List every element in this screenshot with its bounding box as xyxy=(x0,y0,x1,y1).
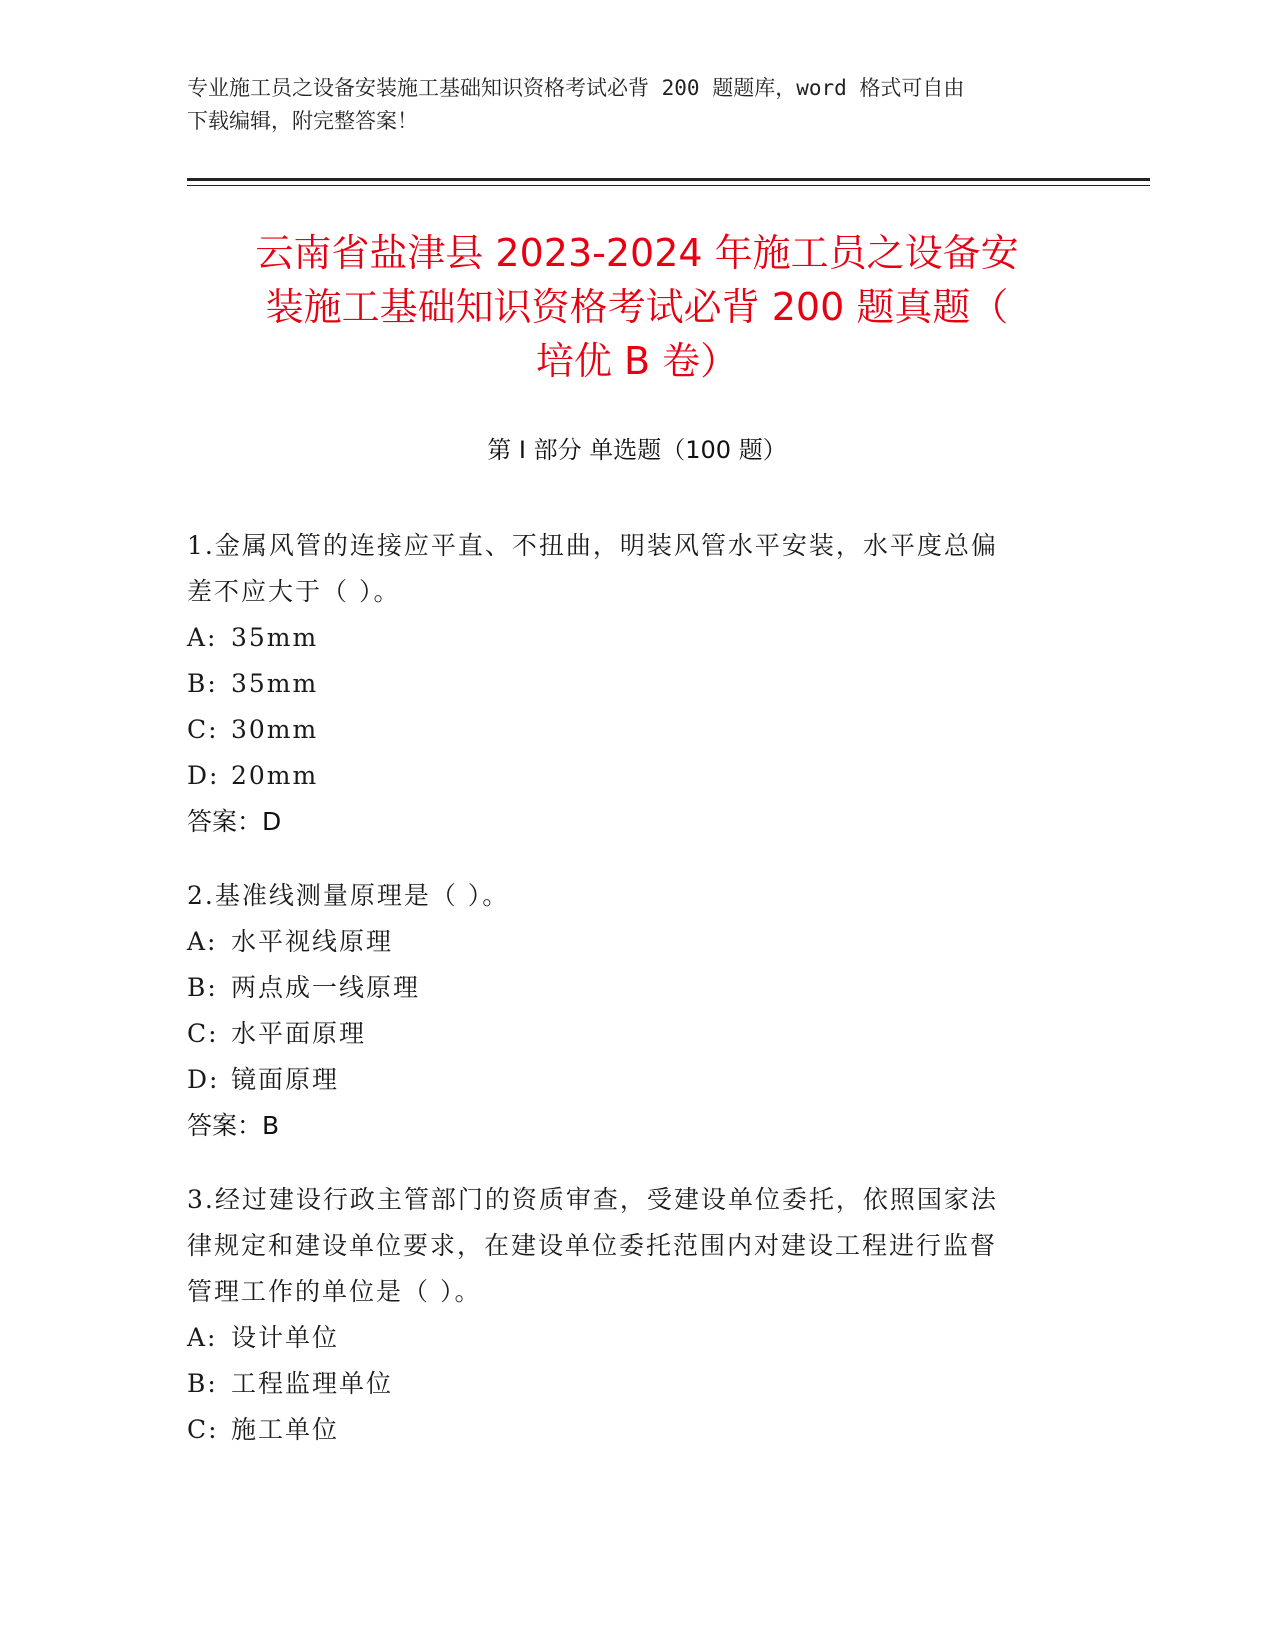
option-b xyxy=(187,661,1067,707)
option-text: 工程监理单位 xyxy=(231,1369,394,1398)
option-key: B: xyxy=(187,669,218,698)
option-c xyxy=(187,707,1067,753)
option-a xyxy=(187,919,1067,965)
option-text: 设计单位 xyxy=(231,1323,340,1352)
option-text: 35mm xyxy=(231,669,319,698)
question-stem-line: 3.经过建设行政主管部门的资质审查，受建设单位委托，依照国家法 xyxy=(187,1185,998,1214)
option-text: 35mm xyxy=(231,623,319,652)
question-stem-line: 律规定和建设单位要求，在建设单位委托范围内对建设工程进行监督 xyxy=(187,1231,998,1260)
option-a xyxy=(187,1315,1067,1361)
option-text: 施工单位 xyxy=(231,1415,340,1444)
option-key: A: xyxy=(187,623,218,652)
option-key: D: xyxy=(187,1065,220,1094)
option-d xyxy=(187,753,1067,799)
option-text: 20mm xyxy=(231,761,319,790)
option-key: C: xyxy=(187,1019,219,1048)
option-b xyxy=(187,1361,1067,1407)
option-text: 30mm xyxy=(231,715,319,744)
option-text: 水平面原理 xyxy=(231,1019,367,1048)
option-key: B: xyxy=(187,1369,218,1398)
question-stem-line: 差不应大于（ ）。 xyxy=(187,577,401,606)
header-note xyxy=(187,72,1087,138)
header-note-line-1: 专业施工员之设备安装施工基础知识资格考试必背 200 题题库，word 格式可自由 xyxy=(187,76,965,100)
option-key: A: xyxy=(187,927,218,956)
option-key: B: xyxy=(187,973,218,1002)
answer-line: 答案：D xyxy=(187,807,282,836)
question-stem-line: 1.金属风管的连接应平直、不扭曲，明装风管水平安装，水平度总偏 xyxy=(187,531,998,560)
document-title-line-1: 云南省盐津县 2023-2024 年施工员之设备安 xyxy=(255,231,1019,275)
header-divider-thick xyxy=(187,178,1150,181)
question-3 xyxy=(187,1177,1067,1453)
option-d xyxy=(187,1057,1067,1103)
option-key: A: xyxy=(187,1323,218,1352)
section-title: 第 I 部分 单选题（100 题） xyxy=(487,436,787,464)
option-key: D: xyxy=(187,761,220,790)
document-title xyxy=(187,226,1087,388)
question-stem-line: 管理工作的单位是（ ）。 xyxy=(187,1277,482,1306)
option-key: C: xyxy=(187,715,219,744)
answer-line: 答案：B xyxy=(187,1111,280,1140)
option-key: C: xyxy=(187,1415,219,1444)
question-2 xyxy=(187,873,1067,1149)
option-c xyxy=(187,1011,1067,1057)
document-title-line-3: 培优 B 卷） xyxy=(535,339,739,383)
header-note-line-2: 下载编辑，附完整答案！ xyxy=(187,109,418,133)
document-title-line-2: 装施工基础知识资格考试必背 200 题真题（ xyxy=(265,285,1009,329)
question-list xyxy=(187,523,1067,1481)
question-1 xyxy=(187,523,1067,845)
option-text: 镜面原理 xyxy=(231,1065,340,1094)
option-text: 水平视线原理 xyxy=(231,927,394,956)
question-stem-line: 2.基准线测量原理是（ ）。 xyxy=(187,881,510,910)
option-a xyxy=(187,615,1067,661)
option-c xyxy=(187,1407,1067,1453)
header-divider-thin xyxy=(187,185,1150,186)
option-text: 两点成一线原理 xyxy=(231,973,421,1002)
option-b xyxy=(187,965,1067,1011)
